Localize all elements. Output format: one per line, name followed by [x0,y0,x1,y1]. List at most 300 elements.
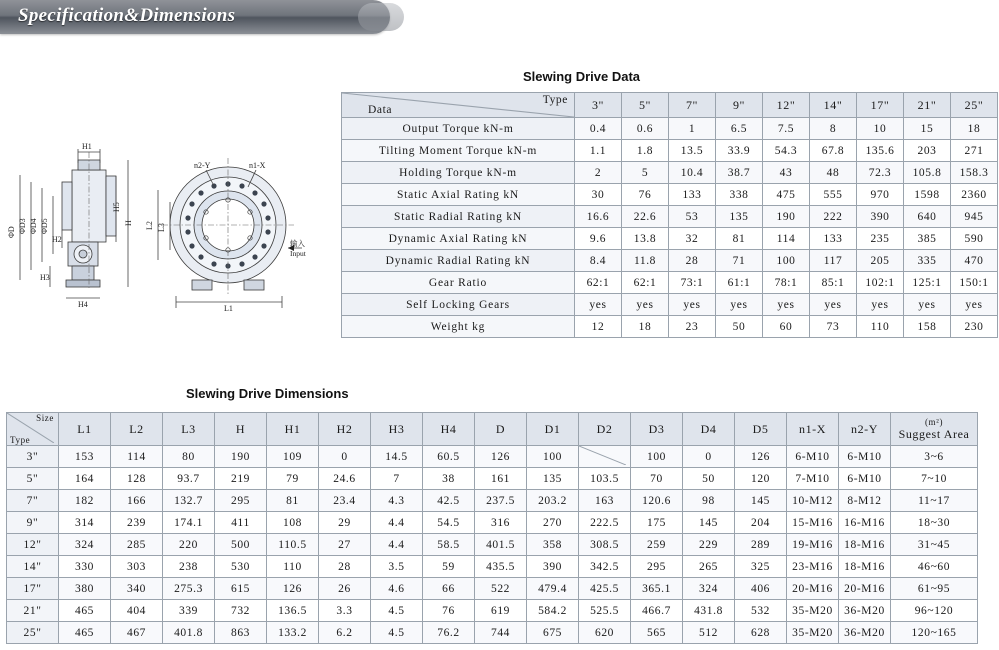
svg-text:L2: L2 [145,221,154,230]
data-cell: 675 [527,622,579,644]
area-label: Suggest Area [898,426,970,441]
data-cell: 110.5 [267,534,319,556]
svg-text:H5: H5 [112,202,121,212]
col-header: H [215,413,267,446]
table-row [342,162,998,184]
corner-label-size: Size [36,413,54,423]
data-cell: 338 [716,184,763,206]
svg-text:ΦD: ΦD [7,226,16,238]
table-row [7,622,978,644]
data-cell: 120 [735,468,787,490]
data-cell [579,446,631,468]
data-cell: 23-M16 [787,556,839,578]
data-cell: 32 [669,228,716,250]
col-header-suggest-area [891,413,978,446]
data-cell: yes [951,294,998,316]
data-cell: 265 [683,556,735,578]
col-header: H2 [319,413,371,446]
data-cell: 2360 [951,184,998,206]
data-cell: 135 [527,468,579,490]
data-cell: 158 [904,316,951,338]
data-cell: 640 [904,206,951,228]
data-cell: 102:1 [857,272,904,294]
table-header-row [7,413,978,446]
data-cell: 205 [857,250,904,272]
data-cell: 158.3 [951,162,998,184]
data-cell: 66 [423,578,475,600]
data-cell: 7-M10 [787,468,839,490]
data-cell: 295 [215,490,267,512]
suggest-area-cell: 31~45 [891,534,978,556]
data-cell: 335 [904,250,951,272]
suggest-area-cell: 46~60 [891,556,978,578]
row-label: Output Torque kN-m [342,118,575,140]
page-title: Specification&Dimensions [18,5,236,26]
data-cell: 53 [669,206,716,228]
data-cell: 110 [267,556,319,578]
data-cell: 1.8 [622,140,669,162]
data-cell: 4.6 [371,578,423,600]
data-cell: 512 [683,622,735,644]
row-type: 21" [7,600,59,622]
data-cell: 584.2 [527,600,579,622]
table-row [7,490,978,512]
data-cell: 145 [735,490,787,512]
data-cell: 220 [163,534,215,556]
data-cell: 100 [527,446,579,468]
data-cell: 26 [319,578,371,600]
data-cell: 24.6 [319,468,371,490]
data-cell: 522 [475,578,527,600]
row-type: 14" [7,556,59,578]
data-cell: 182 [59,490,111,512]
data-cell: 61:1 [716,272,763,294]
data-cell: 62:1 [575,272,622,294]
data-cell: 175 [631,512,683,534]
data-cell: 79 [267,468,319,490]
suggest-area-cell: 3~6 [891,446,978,468]
data-cell: 4.5 [371,600,423,622]
data-cell: 863 [215,622,267,644]
suggest-area-cell: 61~95 [891,578,978,600]
slewing-drive-data-caption: Slewing Drive Data [523,69,641,84]
corner-label-data: Data [368,104,393,116]
data-cell: yes [857,294,904,316]
table-row [342,294,998,316]
data-cell: 0 [319,446,371,468]
data-cell: 85:1 [810,272,857,294]
data-cell: 38 [423,468,475,490]
data-cell: 204 [735,512,787,534]
row-type: 9" [7,512,59,534]
data-cell: 4.3 [371,490,423,512]
data-cell: 93.7 [163,468,215,490]
data-cell: 285 [111,534,163,556]
row-label: Weight kg [342,316,575,338]
table-row [342,316,998,338]
col-header: D1 [527,413,579,446]
data-cell: 60.5 [423,446,475,468]
data-cell: 62:1 [622,272,669,294]
data-cell: 110 [857,316,904,338]
data-cell: 1598 [904,184,951,206]
svg-text:ΦD3: ΦD3 [18,218,27,234]
data-cell: 525.5 [579,600,631,622]
data-cell: 60 [763,316,810,338]
data-cell: 133 [669,184,716,206]
data-cell: 308.5 [579,534,631,556]
data-cell: 163 [579,490,631,512]
data-cell: 105.8 [904,162,951,184]
data-cell: 342.5 [579,556,631,578]
data-cell: 390 [527,556,579,578]
row-label: Static Axial Rating kN [342,184,575,206]
data-cell: 6-M10 [787,446,839,468]
suggest-area-cell: 7~10 [891,468,978,490]
col-header: D2 [579,413,631,446]
data-cell: 76 [622,184,669,206]
data-cell: 27 [319,534,371,556]
data-cell: 10.4 [669,162,716,184]
col-header: D3 [631,413,683,446]
data-cell: 67.8 [810,140,857,162]
table-row [7,468,978,490]
svg-text:L3: L3 [157,223,166,232]
data-cell: 133 [810,228,857,250]
svg-text:输入: 输入 [290,239,305,248]
data-cell: 411 [215,512,267,534]
data-cell: 3.3 [319,600,371,622]
data-cell: 10 [857,118,904,140]
suggest-area-cell: 18~30 [891,512,978,534]
data-cell: 358 [527,534,579,556]
data-cell: 275.3 [163,578,215,600]
corner-label-type: Type [10,435,31,445]
data-cell: 339 [163,600,215,622]
slewing-drive-data-table [341,92,998,338]
data-cell: 114 [763,228,810,250]
data-cell: 23 [669,316,716,338]
data-cell: 36-M20 [839,622,891,644]
data-cell: 401.8 [163,622,215,644]
row-label: Dynamic Radial Rating kN [342,250,575,272]
col-header: H4 [423,413,475,446]
data-cell: 1.1 [575,140,622,162]
data-cell: 100 [763,250,810,272]
data-cell: 15 [904,118,951,140]
area-unit: (m²) [924,416,944,427]
data-cell: 404 [111,600,163,622]
table-row [7,578,978,600]
data-cell: 470 [951,250,998,272]
data-cell: 475 [763,184,810,206]
data-cell: 50 [683,468,735,490]
data-cell: 70 [631,468,683,490]
data-cell: 36-M20 [839,600,891,622]
table-row [342,206,998,228]
data-cell: 78:1 [763,272,810,294]
data-cell: 431.8 [683,600,735,622]
data-cell: 365.1 [631,578,683,600]
data-cell: 325 [735,556,787,578]
data-cell: 100 [631,446,683,468]
row-label: Tilting Moment Torque kN-m [342,140,575,162]
data-cell: 732 [215,600,267,622]
data-cell: 50 [716,316,763,338]
table-row [342,228,998,250]
data-cell: 120.6 [631,490,683,512]
data-cell: 23.4 [319,490,371,512]
data-cell: 222 [810,206,857,228]
data-cell: 54.5 [423,512,475,534]
data-cell: 467 [111,622,163,644]
col-header: 25" [951,93,998,118]
data-cell: 270 [527,512,579,534]
data-cell: yes [669,294,716,316]
data-cell: 71 [716,250,763,272]
table-row [7,534,978,556]
data-cell: 72.3 [857,162,904,184]
row-type: 25" [7,622,59,644]
data-cell: 38.7 [716,162,763,184]
data-cell: 316 [475,512,527,534]
svg-text:H3: H3 [40,273,50,282]
data-cell: 219 [215,468,267,490]
data-cell: 615 [215,578,267,600]
col-header: 12" [763,93,810,118]
data-cell: 289 [735,534,787,556]
table-row [7,512,978,534]
suggest-area-cell: 120~165 [891,622,978,644]
data-cell: 970 [857,184,904,206]
data-cell: 28 [669,250,716,272]
data-cell: 98 [683,490,735,512]
data-cell: 390 [857,206,904,228]
data-cell: 11.8 [622,250,669,272]
slewing-drive-dimensions-caption: Slewing Drive Dimensions [186,386,349,401]
data-cell: 18 [622,316,669,338]
data-cell: 42.5 [423,490,475,512]
data-cell: 203 [904,140,951,162]
data-cell: 401.5 [475,534,527,556]
data-cell: 128 [111,468,163,490]
data-cell: 114 [111,446,163,468]
data-cell: 190 [763,206,810,228]
row-type: 5" [7,468,59,490]
data-cell: 20-M16 [787,578,839,600]
header-corner-cell [7,413,59,446]
data-cell: 166 [111,490,163,512]
data-cell: 125:1 [904,272,951,294]
data-cell: 15-M16 [787,512,839,534]
col-header: 3" [575,93,622,118]
table-header-row [342,93,998,118]
table-row [7,446,978,468]
data-cell: 0.4 [575,118,622,140]
data-cell: yes [622,294,669,316]
data-cell: 80 [163,446,215,468]
data-cell: 12 [575,316,622,338]
row-label: Holding Torque kN-m [342,162,575,184]
data-cell: 303 [111,556,163,578]
data-cell: 20-M16 [839,578,891,600]
data-cell: 35-M20 [787,622,839,644]
data-cell: 466.7 [631,600,683,622]
data-cell: 150:1 [951,272,998,294]
data-cell: 153 [59,446,111,468]
svg-text:L1: L1 [224,304,233,313]
data-cell: 135.6 [857,140,904,162]
col-header: L1 [59,413,111,446]
col-header: n2-Y [839,413,891,446]
data-cell: 22.6 [622,206,669,228]
svg-text:n1-X: n1-X [249,161,266,170]
data-cell: 6.5 [716,118,763,140]
row-type: 12" [7,534,59,556]
svg-text:ΦD4: ΦD4 [29,218,38,234]
row-type: 7" [7,490,59,512]
data-cell: 161 [475,468,527,490]
data-cell: 8.4 [575,250,622,272]
corner-label-type: Type [542,94,568,106]
svg-text:Input: Input [290,249,306,258]
data-cell: 126 [475,446,527,468]
data-cell: 145 [683,512,735,534]
table-row [342,140,998,162]
data-cell: 7 [371,468,423,490]
data-cell: 14.5 [371,446,423,468]
data-cell: 406 [735,578,787,600]
col-header: D5 [735,413,787,446]
col-header: 14" [810,93,857,118]
data-cell: 18-M16 [839,534,891,556]
data-cell: yes [810,294,857,316]
suggest-area-cell: 96~120 [891,600,978,622]
data-cell: 109 [267,446,319,468]
data-cell: 555 [810,184,857,206]
svg-text:H2: H2 [52,235,62,244]
data-cell: 190 [215,446,267,468]
data-cell: 532 [735,600,787,622]
data-cell: 4.4 [371,534,423,556]
data-cell: 73:1 [669,272,716,294]
data-cell: 4.4 [371,512,423,534]
data-cell: 164 [59,468,111,490]
col-header: L2 [111,413,163,446]
data-cell: 8 [810,118,857,140]
data-cell: 259 [631,534,683,556]
data-cell: 5 [622,162,669,184]
svg-text:H: H [124,220,133,226]
col-header: 21" [904,93,951,118]
data-cell: 16.6 [575,206,622,228]
data-cell: 136.5 [267,600,319,622]
table-row [342,272,998,294]
data-cell: 229 [683,534,735,556]
col-header: 17" [857,93,904,118]
data-cell: yes [575,294,622,316]
data-cell: 2 [575,162,622,184]
col-header: H3 [371,413,423,446]
data-cell: 18 [951,118,998,140]
slewing-drive-drawing [6,130,326,320]
data-cell: 48 [810,162,857,184]
col-header: D [475,413,527,446]
col-header: 5" [622,93,669,118]
data-cell: 465 [59,600,111,622]
data-cell: 619 [475,600,527,622]
data-cell: 29 [319,512,371,534]
data-cell: 314 [59,512,111,534]
data-cell: 230 [951,316,998,338]
col-header: H1 [267,413,319,446]
data-cell: 324 [59,534,111,556]
data-cell: 126 [735,446,787,468]
data-cell: 237.5 [475,490,527,512]
data-cell: 81 [267,490,319,512]
data-cell: yes [763,294,810,316]
data-cell: 340 [111,578,163,600]
svg-text:H4: H4 [78,300,88,309]
data-cell: 135 [716,206,763,228]
table-row [7,600,978,622]
data-cell: 108 [267,512,319,534]
data-cell: 133.2 [267,622,319,644]
table-row [342,250,998,272]
header-corner-cell [342,93,575,118]
data-cell: 295 [631,556,683,578]
section-banner [0,0,390,34]
data-cell: 330 [59,556,111,578]
data-cell: 73 [810,316,857,338]
col-header: n1-X [787,413,839,446]
data-cell: 10-M12 [787,490,839,512]
data-cell: 500 [215,534,267,556]
data-cell: 479.4 [527,578,579,600]
data-cell: 590 [951,228,998,250]
suggest-area-cell: 11~17 [891,490,978,512]
table-row [7,556,978,578]
data-cell: 30 [575,184,622,206]
data-cell: 43 [763,162,810,184]
data-cell: 59 [423,556,475,578]
data-cell: 13.5 [669,140,716,162]
row-label: Dynamic Axial Rating kN [342,228,575,250]
data-cell: 81 [716,228,763,250]
data-cell: 235 [857,228,904,250]
data-cell: 565 [631,622,683,644]
data-cell: 203.2 [527,490,579,512]
data-cell: 945 [951,206,998,228]
data-cell: 425.5 [579,578,631,600]
data-cell: 385 [904,228,951,250]
data-cell: 6-M10 [839,468,891,490]
data-cell: 324 [683,578,735,600]
data-cell: 4.5 [371,622,423,644]
data-cell: 239 [111,512,163,534]
row-type: 3" [7,446,59,468]
row-label: Static Radial Rating kN [342,206,575,228]
data-cell: 13.8 [622,228,669,250]
col-header: 7" [669,93,716,118]
data-cell: 76.2 [423,622,475,644]
col-header: 9" [716,93,763,118]
data-cell: 744 [475,622,527,644]
data-cell: 54.3 [763,140,810,162]
data-cell: 132.7 [163,490,215,512]
row-label: Gear Ratio [342,272,575,294]
table-row [342,184,998,206]
